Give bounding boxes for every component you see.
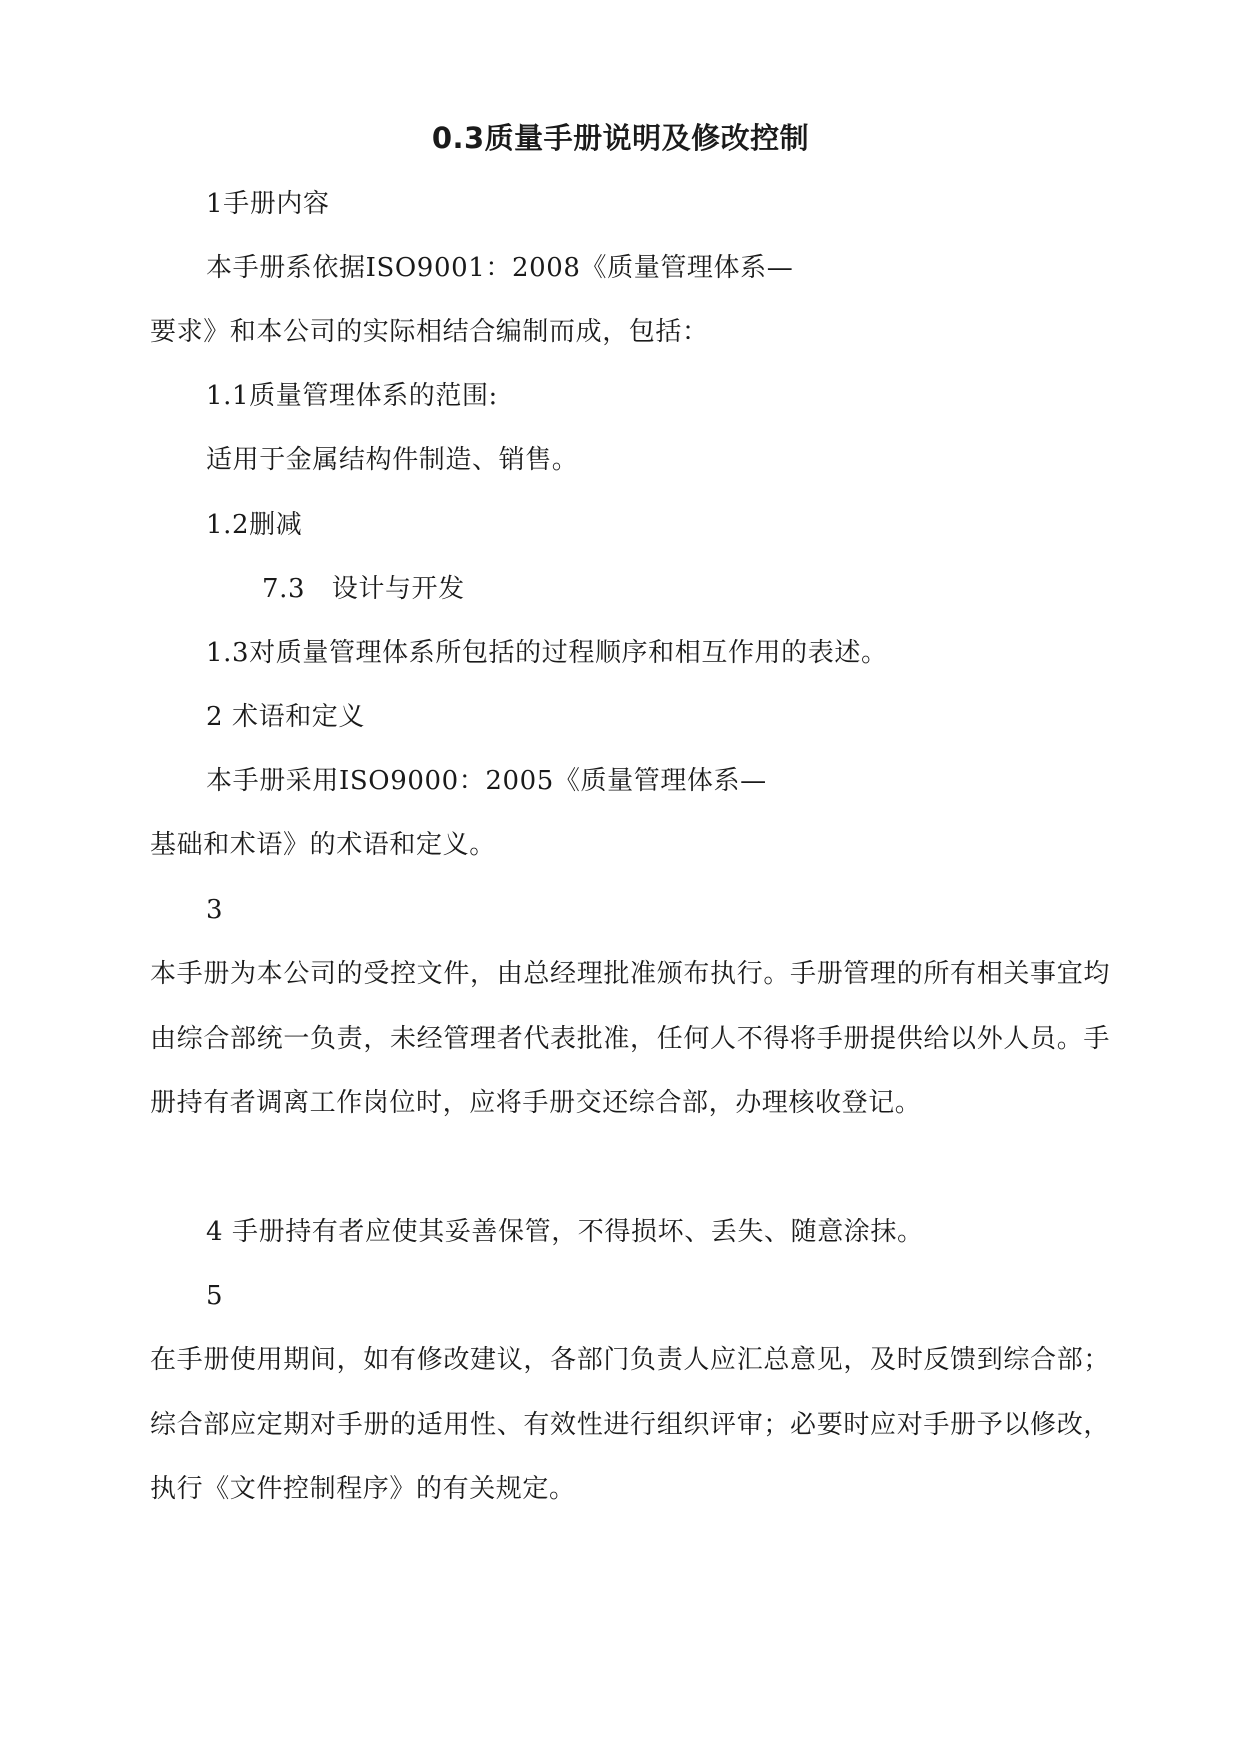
section-3-paragraph: 本手册为本公司的受控文件，由总经理批准颁布执行。手册管理的所有相关事宜均由综合部统一负责，未经管理者代表批准，任何人不得将手册提供给以外人员。手册持有者调离工作岗位时，应将手册交还综合部，办理核收登记。 bbox=[150, 959, 1110, 1118]
section-1-3-text: 1.3对质量管理体系所包括的过程顺序和相互作用的表述。 bbox=[206, 638, 888, 668]
section-2-paragraph-line-2: 基础和术语》的术语和定义。 bbox=[150, 830, 496, 860]
section-1-1-heading: 1.1质量管理体系的范围: bbox=[206, 381, 498, 411]
section-1-1-text: 适用于金属结构件制造、销售。 bbox=[206, 445, 579, 475]
section-2-heading: 2 术语和定义 bbox=[206, 702, 366, 732]
section-1-2-excluded-item: 7.3 设计与开发 bbox=[262, 574, 465, 604]
section-4-text: 4 手册持有者应使其妥善保管，不得损坏、丢失、随意涂抹。 bbox=[206, 1217, 924, 1247]
section-5-paragraph: 在手册使用期间，如有修改建议，各部门负责人应汇总意见，及时反馈到综合部；综合部应定期对手册的适用性、有效性进行组织评审；必要时应对手册予以修改，执行《文件控制程序》的有关规定。 bbox=[150, 1345, 1110, 1504]
section-2-paragraph-line-1: 本手册采用ISO9000：2005《质量管理体系— bbox=[206, 766, 767, 796]
section-1-paragraph-line-2: 要求》和本公司的实际相结合编制而成，包括： bbox=[150, 317, 709, 347]
section-1-paragraph-line-1: 本手册系依据ISO9001：2008《质量管理体系— bbox=[206, 253, 794, 283]
section-1-2-heading: 1.2删减 bbox=[206, 510, 303, 540]
page-title: 0.3质量手册说明及修改控制 bbox=[431, 121, 810, 155]
section-1-heading: 1手册内容 bbox=[206, 189, 330, 219]
section-3-number: 3 bbox=[206, 895, 224, 925]
section-5-number: 5 bbox=[206, 1281, 224, 1311]
